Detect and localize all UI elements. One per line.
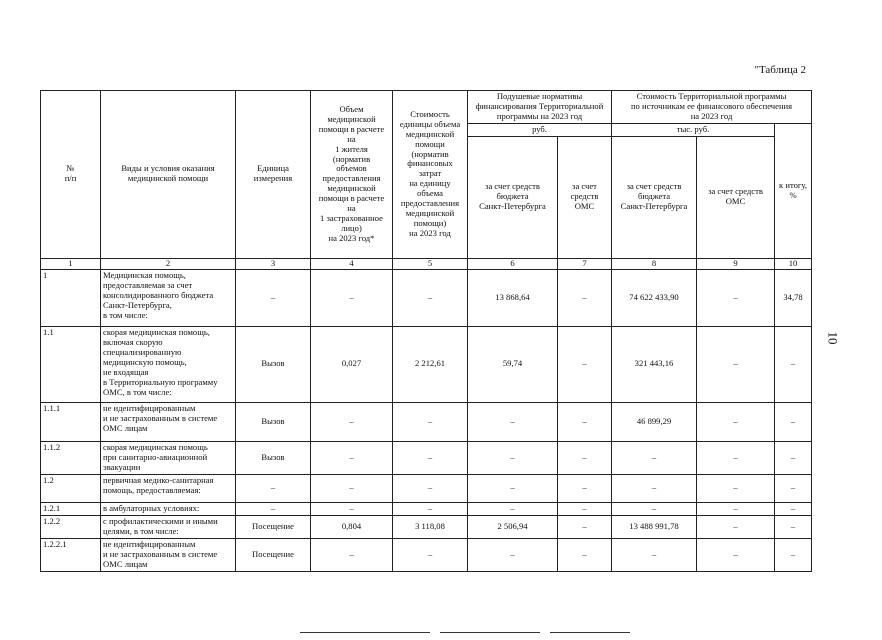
cell-no: 1.1.2 [41,441,101,474]
cell-spb: – [468,441,558,474]
funding-table [40,90,812,572]
cell-unit: – [236,269,311,326]
header-per-capita-label: Подушевые нормативы финансирования Территориальной программы на 2023 год [475,91,604,121]
header-no [41,91,101,259]
cell-oms-total: – [697,515,775,538]
header-spb-budget-1 [468,136,558,258]
cell-cost: – [393,269,468,326]
cell-pct: – [775,502,812,515]
cell-no: 1.1.1 [41,402,101,441]
header-volume [311,91,393,259]
cell-spb: – [468,402,558,441]
cell-oms-total: – [697,326,775,402]
cell-oms-total: – [697,474,775,502]
col-index: 3 [236,258,311,269]
cell-oms: – [558,269,612,326]
cell-oms-total: – [697,269,775,326]
cell-pct: – [775,474,812,502]
header-cost [393,91,468,259]
col-index: 2 [101,258,236,269]
cell-volume: – [311,441,393,474]
cell-no: 1.2 [41,474,101,502]
header-cost-label: Стоимость единицы объема медицинской помощи (норматив финансовых затрат на единицу объема предоставления медицинской помощи) на 2023 год [399,108,461,239]
cell-unit: Вызов [236,402,311,441]
header-unit-label: Единица измерения [253,163,293,184]
cell-spb-total: – [612,538,697,571]
cell-spb: 2 506,94 [468,515,558,538]
header-unit-thous-rub: тыс. руб. [612,123,775,136]
cell-volume: – [311,474,393,502]
cell-desc: первичная медико-санитарная помощь, предоставляемая: [101,474,236,502]
cell-oms: – [558,326,612,402]
column-index-row [41,258,812,269]
cell-cost: – [393,441,468,474]
header-volume-label: Объем медицинской помощи в расчете на 1 жителя (норматив объемов предоставления медицинской помощи в расчете на 1 застрахованное лицо) на 2023 год* [318,103,385,244]
table-row [41,502,812,515]
cell-desc: в амбулаторных условиях: [101,502,236,515]
header-spb-budget-1-label: за счет средств бюджета Санкт-Петербурга [479,181,546,212]
table-row [41,269,812,326]
col-index: 8 [612,258,697,269]
cell-unit: – [236,502,311,515]
cell-oms: – [558,538,612,571]
header-total-cost-label: Стоимость Территориальной программы по источникам ее финансового обеспечения на 2023 год [630,91,793,121]
cell-cost: – [393,538,468,571]
cell-oms: – [558,441,612,474]
table-caption: "Таблица 2 [754,64,806,76]
table-row [41,441,812,474]
cell-pct: – [775,538,812,571]
cell-spb: 59,74 [468,326,558,402]
cell-volume: – [311,402,393,441]
cell-cost: – [393,402,468,441]
footer-lines [300,632,630,635]
header-unit-rub: руб. [468,123,612,136]
table-row [41,474,812,502]
cell-desc: с профилактическими и иными целями, в том числе: [101,515,236,538]
cell-desc: скорая медицинская помощь при санитарно-авиационной эвакуации [101,441,236,474]
col-index: 7 [558,258,612,269]
cell-no: 1.2.2 [41,515,101,538]
table-row [41,402,812,441]
header-unit [236,91,311,259]
header-per-capita [468,91,612,124]
cell-unit: Вызов [236,441,311,474]
cell-spb-total: 46 899,29 [612,402,697,441]
cell-oms-total: – [697,441,775,474]
cell-oms-total: – [697,502,775,515]
cell-spb-total: 74 622 433,90 [612,269,697,326]
table-row [41,326,812,402]
cell-spb-total: – [612,474,697,502]
cell-volume: 0,027 [311,326,393,402]
cell-spb: – [468,474,558,502]
header-total-pct: к итогу, % [775,123,812,258]
cell-no: 1 [41,269,101,326]
header-kinds-label: Виды и условия оказания медицинской помощи [121,163,215,184]
cell-oms: – [558,402,612,441]
cell-volume: – [311,502,393,515]
page-number: 10 [825,331,841,345]
cell-spb: 13 868,64 [468,269,558,326]
header-kinds [101,91,236,259]
cell-desc: не идентифицированным и не застрахованным в системе ОМС лицам [101,538,236,571]
cell-spb: – [468,502,558,515]
header-total-cost [612,91,812,124]
header-oms-1 [558,136,612,258]
cell-pct: – [775,326,812,402]
cell-pct: 34,78 [775,269,812,326]
cell-oms: – [558,515,612,538]
cell-volume: – [311,269,393,326]
header-no-label: № п/п [64,163,77,184]
cell-cost: – [393,502,468,515]
col-index: 4 [311,258,393,269]
header-spb-budget-2-label: за счет средств бюджета Санкт-Петербурга [620,181,688,212]
table-row [41,515,812,538]
cell-no: 1.1 [41,326,101,402]
col-index: 10 [775,258,812,269]
cell-spb-total: 13 488 991,78 [612,515,697,538]
cell-spb: – [468,538,558,571]
col-index: 9 [697,258,775,269]
cell-spb-total: – [612,441,697,474]
cell-desc: Медицинская помощь, предоставляемая за счет консолидированного бюджета Санкт-Петербурга, в том числе: [101,269,236,326]
cell-unit: Посещение [236,538,311,571]
cell-cost: – [393,474,468,502]
cell-no: 1.2.1 [41,502,101,515]
cell-spb-total: – [612,502,697,515]
cell-cost: 3 118,08 [393,515,468,538]
header-oms-1-label: за счет средств ОМС [570,181,599,212]
cell-desc: скорая медицинская помощь, включая скорую специализированную медицинскую помощь, не входящая в Территориальную программу ОМС, в том числе: [101,326,236,402]
cell-pct: – [775,441,812,474]
col-index: 6 [468,258,558,269]
cell-unit: Вызов [236,326,311,402]
cell-oms: – [558,502,612,515]
header-oms-2 [697,136,775,258]
cell-volume: – [311,538,393,571]
cell-unit: – [236,474,311,502]
cell-cost: 2 212,61 [393,326,468,402]
cell-volume: 0,804 [311,515,393,538]
cell-unit: Посещение [236,515,311,538]
header-oms-2-label: за счет средств ОМС [708,186,763,207]
table-row [41,538,812,571]
cell-oms-total: – [697,402,775,441]
cell-no: 1.2.2.1 [41,538,101,571]
cell-pct: – [775,515,812,538]
cell-pct: – [775,402,812,441]
col-index: 5 [393,258,468,269]
cell-oms-total: – [697,538,775,571]
cell-oms: – [558,474,612,502]
cell-desc: не идентифицированным и не застрахованным в системе ОМС лицам [101,402,236,441]
cell-spb-total: 321 443,16 [612,326,697,402]
header-spb-budget-2 [612,136,697,258]
col-index: 1 [41,258,101,269]
